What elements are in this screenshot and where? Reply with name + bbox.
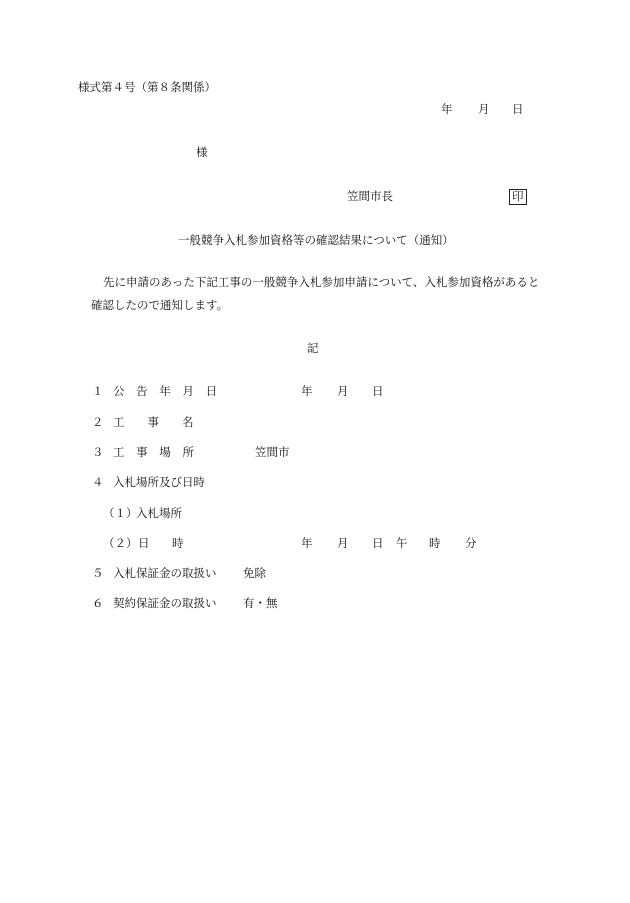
item4-2-minute: 分	[465, 536, 477, 550]
item4-1-label: 入札場所	[136, 506, 182, 520]
item1-year: 年	[301, 384, 313, 398]
item1-day: 日	[372, 384, 384, 398]
item4-2-number: （２）	[103, 536, 138, 550]
seal-mark	[509, 189, 527, 205]
item1-label: 公 告 年 月 日	[113, 384, 222, 398]
body-line-1: 先に申請のあった下記工事の一般競争入札参加申請について、入札参加資格があると	[103, 275, 540, 289]
item5-value: 免除	[243, 566, 266, 580]
date-day-label: 日	[512, 102, 524, 116]
form-number: 様式第４号（第８条関係）	[78, 80, 216, 94]
item4-2-ampm: 午	[396, 536, 408, 550]
item4-2-month: 月	[337, 536, 349, 550]
item4-number: ４	[92, 475, 104, 489]
addressee-suffix: 様	[196, 145, 208, 159]
item4-2-label-day: 日	[138, 536, 150, 550]
date-month-label: 月	[478, 102, 490, 116]
item6-value: 有・無	[243, 596, 278, 610]
item4-label: 入札場所及び日時	[113, 475, 205, 489]
date-year-label: 年	[441, 102, 453, 116]
item4-2-label-time: 時	[172, 536, 184, 550]
item3-value: 笠間市	[255, 445, 290, 459]
body-line-2: 確認したので通知します。	[91, 298, 229, 312]
item4-2-hour: 時	[429, 536, 441, 550]
item1-month: 月	[337, 384, 349, 398]
item3-number: ３	[92, 445, 104, 459]
sender-name: 笠間市長	[347, 189, 393, 203]
ki-heading: 記	[307, 341, 319, 355]
item4-1-number: （１）	[103, 506, 138, 520]
item5-label: 入札保証金の取扱い	[113, 566, 217, 580]
item6-label: 契約保証金の取扱い	[113, 596, 217, 610]
item6-number: ６	[92, 596, 104, 610]
item2-number: ２	[92, 415, 104, 429]
item4-2-year: 年	[301, 536, 313, 550]
document-title: 一般競争入札参加資格等の確認結果について（通知）	[178, 233, 454, 247]
item1-number: １	[92, 384, 104, 398]
item2-label: 工 事 名	[113, 415, 194, 429]
item3-label: 工 事 場 所	[113, 445, 198, 459]
seal-text: 印	[509, 189, 527, 205]
item4-2-day: 日	[372, 536, 384, 550]
item5-number: ５	[92, 566, 104, 580]
